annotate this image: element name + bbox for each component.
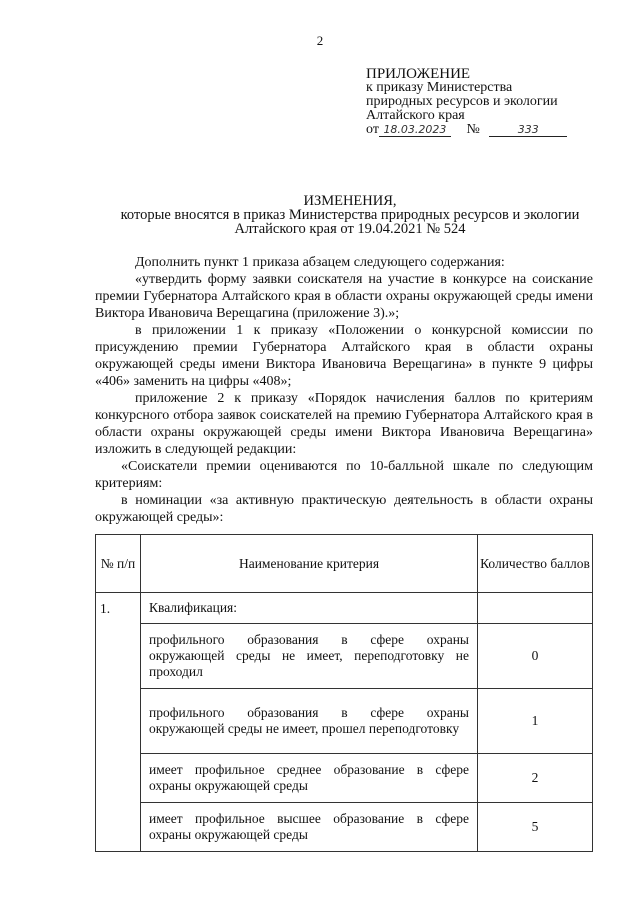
header-number: № п/п	[96, 535, 141, 593]
table-header-row	[96, 535, 593, 593]
criteria-table	[95, 534, 593, 852]
paragraph: в приложении 1 к приказу «Положении о конкурсной комиссии по присуждению премии Губернатора Алтайского края в области охраны окружающей среды имени Виктора Ивановича Верещагина» в пункте 9 цифры «406» заменить на цифры «408»;	[95, 323, 593, 389]
appendix-date-line	[366, 123, 616, 137]
criterion-points: 2	[478, 754, 593, 803]
header-criterion: Наименование критерия	[141, 535, 478, 593]
table-row	[96, 593, 593, 624]
date-handwritten: 18.03.2023	[383, 123, 447, 136]
paragraph: приложение 2 к приказу «Порядок начисления баллов по критериям конкурсного отбора заявок соискателей на премию Губернатора Алтайского края в области охраны окружающей среды имени Виктора Ивановича Верещагина» изложить в следующей редакции:	[95, 391, 593, 457]
date-prefix: от	[366, 122, 379, 137]
criterion-points: 5	[478, 803, 593, 852]
empty-cell	[478, 593, 593, 624]
number-field	[489, 123, 567, 137]
paragraph: в номинации «за активную практическую деятельность в области охраны окружающей среды»:	[95, 493, 593, 525]
document-body	[95, 254, 593, 526]
heading-title: ИЗМЕНЕНИЯ,	[303, 193, 397, 209]
appendix-line: природных ресурсов и экологии	[366, 94, 558, 109]
criterion-text: профильного образования в сфере охраны окружающей среды не имеет, переподготовку не проходил	[141, 624, 478, 689]
page-number: 2	[316, 33, 324, 48]
paragraph: «Соискатели премии оцениваются по 10-балльной шкале по следующим критериям:	[95, 459, 593, 491]
document-heading	[60, 194, 640, 236]
number-handwritten: 333	[517, 123, 539, 136]
section-title: Квалификация:	[141, 593, 478, 624]
heading-subtitle: которые вносятся в приказ Министерства природных ресурсов и экологии	[120, 207, 580, 223]
paragraph: Дополнить пункт 1 приказа абзацем следующего содержания:	[135, 255, 505, 270]
criterion-text: имеет профильное среднее образование в сфере охраны окружающей среды	[141, 754, 478, 803]
criterion-text: имеет профильное высшее образование в сфере охраны окружающей среды	[141, 803, 478, 852]
paragraph: «утвердить форму заявки соискателя на участие в конкурсе на соискание премии Губернатора Алтайского края в области охраны окружающей среды имени Виктора Ивановича Верещагина (приложение 3).»;	[95, 272, 593, 321]
table-row	[96, 754, 593, 803]
table-row	[96, 803, 593, 852]
appendix-line: Алтайского края	[366, 108, 465, 123]
table-row	[96, 624, 593, 689]
appendix-title: ПРИЛОЖЕНИЕ	[366, 66, 471, 82]
header-points: Количество баллов	[478, 535, 593, 593]
criterion-text: профильного образования в сфере охраны окружающей среды не имеет, прошел переподготовку	[141, 689, 478, 754]
date-field	[379, 123, 451, 137]
number-label: №	[466, 122, 480, 137]
appendix-line: к приказу Министерства	[366, 80, 513, 95]
section-number: 1.	[96, 593, 141, 852]
table-row	[96, 689, 593, 754]
criterion-points: 1	[478, 689, 593, 754]
criterion-points: 0	[478, 624, 593, 689]
appendix-block	[366, 67, 616, 137]
heading-subtitle: Алтайского края от 19.04.2021 № 524	[234, 221, 466, 237]
